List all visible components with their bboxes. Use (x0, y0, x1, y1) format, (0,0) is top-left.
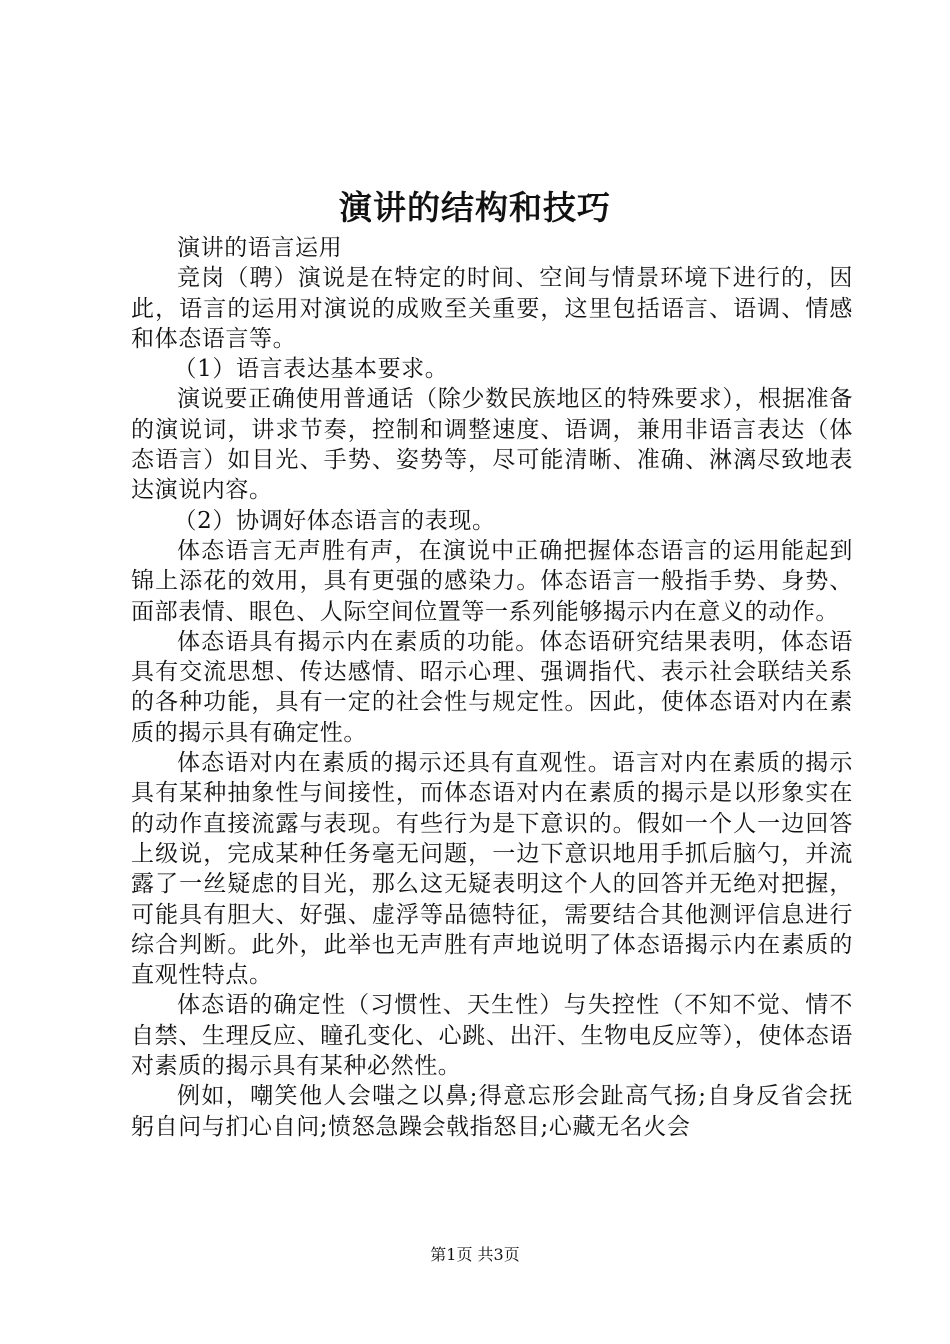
paragraph-section-heading: 演讲的语言运用 (177, 235, 343, 261)
paragraph: 例如，嘲笑他人会嗤之以鼻;得意忘形会趾高气扬;自身反省会抚躬自问与扪心自问;愤怒急躁会戟指怒目;心藏无名火会 (131, 1083, 853, 1140)
paragraph: 体态语具有揭示内在素质的功能。体态语研究结果表明，体态语具有交流思想、传达感情、昭示心理、强调指代、表示社会联结关系的各种功能，具有一定的社会性与规定性。因此，使体态语对内在素质的揭示具有确定性。 (131, 628, 853, 746)
page-number-footer: 第1页 共3页 (430, 1245, 520, 1264)
paragraph-subheading: （2）协调好体态语言的表现。 (173, 507, 496, 534)
document-title: 演讲的结构和技巧 (339, 188, 611, 227)
document-body (131, 233, 853, 1142)
paragraph: 体态语对内在素质的揭示还具有直观性。语言对内在素质的揭示具有某种抽象性与间接性，而体态语对内在素质的揭示是以形象实在的动作直接流露与表现。有些行为是下意识的。假如一个人一边回答上级说，完成某种任务毫无问题，一边下意识地用手抓后脑勺，并流露了一丝疑虑的目光，那么这无疑表明这个人的回答并无绝对把握，可能具有胆大、好强、虚浮等品德特征，需要结合其他测评信息进行综合判断。此外，此举也无声胜有声地说明了体态语揭示内在素质的直观性特点。 (131, 750, 853, 989)
paragraph-subheading: （1）语言表达基本要求。 (173, 356, 449, 383)
paragraph: 体态语言无声胜有声，在演说中正确把握体态语言的运用能起到锦上添花的效用，具有更强的感染力。体态语言一般指手势、身势、面部表情、眼色、人际空间位置等一系列能够揭示内在意义的动作。 (131, 537, 853, 625)
paragraph: 竞岗（聘）演说是在特定的时间、空间与情景环境下进行的，因此，语言的运用对演说的成败至关重要，这里包括语言、语调、情感和体态语言等。 (131, 265, 853, 352)
paragraph: 体态语的确定性（习惯性、天生性）与失控性（不知不觉、情不自禁、生理反应、瞳孔变化、心跳、出汗、生物电反应等），使体态语对素质的揭示具有某种必然性。 (131, 992, 853, 1080)
paragraph: 演说要正确使用普通话（除少数民族地区的特殊要求），根据准备的演说词，讲求节奏，控制和调整速度、语调，兼用非语言表达（体态语言）如目光、手势、姿势等，尽可能清晰、准确、淋漓尽致地表达演说内容。 (131, 386, 853, 504)
